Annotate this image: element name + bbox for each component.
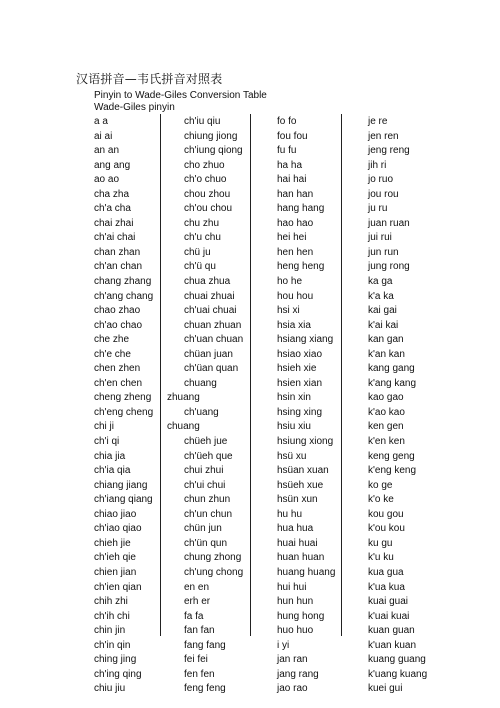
- table-entry: k'eng keng: [368, 465, 417, 477]
- table-entry: chia jia: [94, 450, 126, 462]
- table-entry: chi ji: [94, 421, 115, 433]
- table-entry: fei fei: [184, 654, 208, 666]
- table-entry: jo ruo: [368, 174, 394, 186]
- table-entry: feng feng: [184, 683, 226, 695]
- table-column-4: [368, 115, 427, 697]
- table-entry: ch'uan chuan: [184, 334, 244, 346]
- table-entry: ch'iu qiu: [184, 116, 221, 127]
- table-entry: ch'ing qing: [94, 668, 142, 680]
- table-entry: kua gua: [368, 566, 404, 578]
- table-entry: ch'ieh qie: [94, 552, 136, 564]
- table-entry: ch'uai chuai: [184, 305, 237, 317]
- table-entry: kuai guai: [368, 596, 409, 608]
- table-entry: hsiao xiao: [277, 348, 323, 360]
- table-entry: k'uai kuai: [368, 610, 410, 622]
- table-column-2: [167, 115, 243, 697]
- table-entry: ai ai: [94, 130, 113, 142]
- table-entry: jen ren: [368, 130, 399, 142]
- table-header-label: Wade-Giles pinyin: [94, 102, 175, 113]
- table-entry: ch'i qi: [94, 436, 120, 448]
- table-entry: k'ai kai: [368, 319, 399, 331]
- table-entry: chin jin: [94, 625, 126, 637]
- table-entry: chui zhui: [184, 465, 224, 477]
- table-entry: an an: [94, 145, 120, 157]
- table-entry: hsia xia: [277, 319, 311, 331]
- table-entry: ju ru: [368, 203, 388, 215]
- table-entry: hung hong: [277, 610, 325, 622]
- table-entry: fang fang: [184, 639, 226, 651]
- table-entry: hsiang xiang: [277, 334, 334, 346]
- table-entry: hsin xin: [277, 392, 311, 404]
- table-entry: chuang: [167, 421, 200, 433]
- table-entry: chüeh jue: [184, 436, 228, 448]
- table-entry: ch'ung chong: [184, 566, 244, 578]
- table-entry: huan huan: [277, 552, 325, 564]
- table-entry: jung rong: [368, 261, 410, 273]
- table-entry: ch'ui chui: [184, 479, 226, 491]
- table-entry: hen hen: [277, 246, 314, 258]
- column-divider: [250, 114, 251, 636]
- table-entry: k'en ken: [368, 436, 405, 448]
- table-entry: chu zhu: [184, 217, 220, 229]
- table-entry: chiung jiong: [184, 130, 238, 142]
- table-entry: ch'ao chao: [94, 319, 143, 331]
- table-entry: fou fou: [277, 130, 308, 142]
- table-entry: ching jing: [94, 654, 137, 666]
- table-entry: ken gen: [368, 421, 404, 433]
- table-entry: hu hu: [277, 508, 303, 520]
- table-entry: erh er: [184, 596, 211, 608]
- table-entry: hsien xian: [277, 377, 323, 389]
- table-entry: cha zha: [94, 188, 130, 200]
- table-entry: ha ha: [277, 159, 303, 171]
- table-entry: jui rui: [368, 232, 392, 244]
- column-divider: [160, 114, 161, 636]
- table-entry: ch'üeh que: [184, 450, 233, 462]
- table-entry: cho zhuo: [184, 159, 225, 171]
- table-entry: fa fa: [184, 610, 204, 622]
- table-entry: chen zhen: [94, 363, 141, 375]
- table-entry: chien jian: [94, 566, 137, 578]
- table-entry: ch'u chu: [184, 232, 221, 244]
- table-entry: a a: [94, 116, 108, 127]
- table-entry: chün jun: [184, 523, 222, 535]
- table-entry: ch'ien qian: [94, 581, 142, 593]
- table-entry: ch'en chen: [94, 377, 143, 389]
- table-entry: chih zhi: [94, 596, 128, 608]
- table-entry: ch'a cha: [94, 203, 131, 215]
- table-entry: huang huang: [277, 566, 336, 578]
- column-divider: [341, 114, 342, 636]
- table-entry: k'o ke: [368, 494, 394, 506]
- table-entry: zhuang: [167, 392, 200, 404]
- table-entry: hsüeh xue: [277, 479, 324, 491]
- table-entry: ko ge: [368, 479, 393, 491]
- table-entry: fan fan: [184, 625, 215, 637]
- table-entry: fo fo: [277, 116, 297, 127]
- table-entry: jih ri: [368, 159, 387, 171]
- table-entry: hou hou: [277, 290, 314, 302]
- table-entry: chiu jiu: [94, 683, 126, 695]
- table-entry: kang gang: [368, 363, 415, 375]
- table-entry: ch'ia qia: [94, 465, 131, 477]
- table-entry: jun run: [368, 246, 399, 258]
- table-entry: chun zhun: [184, 494, 231, 506]
- table-entry: jeng reng: [368, 145, 410, 157]
- table-entry: cheng zheng: [94, 392, 152, 404]
- table-entry: hsün xun: [277, 494, 318, 506]
- table-entry: hun hun: [277, 596, 314, 608]
- table-entry: chieh jie: [94, 537, 131, 549]
- table-entry: chiang jiang: [94, 479, 148, 491]
- table-entry: kan gan: [368, 334, 404, 346]
- table-entry: ch'e che: [94, 348, 131, 360]
- table-entry: jao rao: [277, 683, 308, 695]
- table-entry: hsiung xiong: [277, 436, 334, 448]
- table-column-3: [277, 115, 335, 697]
- table-entry: han han: [277, 188, 314, 200]
- table-entry: chao zhao: [94, 305, 141, 317]
- table-entry: hai hai: [277, 174, 307, 186]
- table-entry: k'uan kuan: [368, 639, 417, 651]
- table-entry: en en: [184, 581, 210, 593]
- table-entry: ch'uang: [184, 406, 219, 418]
- table-entry: ka ga: [368, 276, 393, 288]
- table-entry: k'an kan: [368, 348, 405, 360]
- table-entry: huo huo: [277, 625, 314, 637]
- table-entry: kou gou: [368, 508, 404, 520]
- table-entry: chüan juan: [184, 348, 233, 360]
- table-entry: ch'an chan: [94, 261, 143, 273]
- table-entry: je re: [368, 116, 388, 127]
- table-entry: ao ao: [94, 174, 120, 186]
- table-entry: ho he: [277, 276, 303, 288]
- table-entry: hsiu xiu: [277, 421, 311, 433]
- table-entry: hsi xi: [277, 305, 300, 317]
- table-entry: juan ruan: [368, 217, 410, 229]
- table-entry: hang hang: [277, 203, 325, 215]
- page-title: 汉语拼音—韦氏拼音对照表: [76, 72, 223, 86]
- table-column-1: [94, 115, 153, 697]
- table-entry: ch'iung qiong: [184, 145, 243, 157]
- table-entry: che zhe: [94, 334, 130, 346]
- table-entry: ang ang: [94, 159, 131, 171]
- table-entry: chuang: [184, 377, 217, 389]
- table-entry: chou zhou: [184, 188, 231, 200]
- table-entry: chiao jiao: [94, 508, 137, 520]
- table-entry: k'a ka: [368, 290, 394, 302]
- table-entry: keng geng: [368, 450, 415, 462]
- table-entry: hsing xing: [277, 406, 323, 418]
- table-entry: hsü xu: [277, 450, 307, 462]
- table-entry: huai huai: [277, 537, 318, 549]
- table-entry: ch'in qin: [94, 639, 131, 651]
- table-entry: kao gao: [368, 392, 404, 404]
- table-entry: hei hei: [277, 232, 307, 244]
- table-entry: chuai zhuai: [184, 290, 235, 302]
- table-entry: k'ua kua: [368, 581, 405, 593]
- table-entry: chai zhai: [94, 217, 134, 229]
- table-entry: k'u ku: [368, 552, 394, 564]
- table-entry: ch'ü qu: [184, 261, 216, 273]
- table-entry: chang zhang: [94, 276, 152, 288]
- table-entry: ch'üan quan: [184, 363, 239, 375]
- table-entry: jan ran: [277, 654, 308, 666]
- table-entry: hsieh xie: [277, 363, 317, 375]
- table-entry: ch'ang chang: [94, 290, 154, 302]
- table-entry: chan zhan: [94, 246, 141, 258]
- table-entry: ch'o chuo: [184, 174, 227, 186]
- table-entry: hao hao: [277, 217, 314, 229]
- table-entry: ch'ün qun: [184, 537, 228, 549]
- table-entry: hua hua: [277, 523, 314, 535]
- table-entry: fu fu: [277, 145, 297, 157]
- table-entry: kuang guang: [368, 654, 426, 666]
- table-entry: fen fen: [184, 668, 215, 680]
- table-entry: chung zhong: [184, 552, 242, 564]
- table-entry: k'ang kang: [368, 377, 417, 389]
- table-entry: ch'iang qiang: [94, 494, 153, 506]
- table-entry: ch'eng cheng: [94, 406, 154, 418]
- table-entry: k'ou kou: [368, 523, 405, 535]
- table-subtitle: Pinyin to Wade-Giles Conversion Table: [94, 90, 267, 101]
- table-entry: ku gu: [368, 537, 393, 549]
- table-entry: chü ju: [184, 246, 211, 258]
- table-entry: kuei gui: [368, 683, 403, 695]
- table-entry: chua zhua: [184, 276, 231, 288]
- table-entry: ch'ai chai: [94, 232, 136, 244]
- table-entry: kuan guan: [368, 625, 415, 637]
- table-entry: heng heng: [277, 261, 325, 273]
- table-entry: jou rou: [368, 188, 399, 200]
- table-entry: kai gai: [368, 305, 397, 317]
- table-entry: k'ao kao: [368, 406, 405, 418]
- table-entry: ch'un chun: [184, 508, 233, 520]
- table-entry: k'uang kuang: [368, 668, 428, 680]
- table-entry: ch'ih chi: [94, 610, 130, 622]
- table-entry: ch'iao qiao: [94, 523, 142, 535]
- table-entry: ch'ou chou: [184, 203, 233, 215]
- table-entry: hsüan xuan: [277, 465, 329, 477]
- table-entry: hui hui: [277, 581, 307, 593]
- table-entry: i yi: [277, 639, 290, 651]
- table-entry: chuan zhuan: [184, 319, 242, 331]
- table-entry: jang rang: [277, 668, 319, 680]
